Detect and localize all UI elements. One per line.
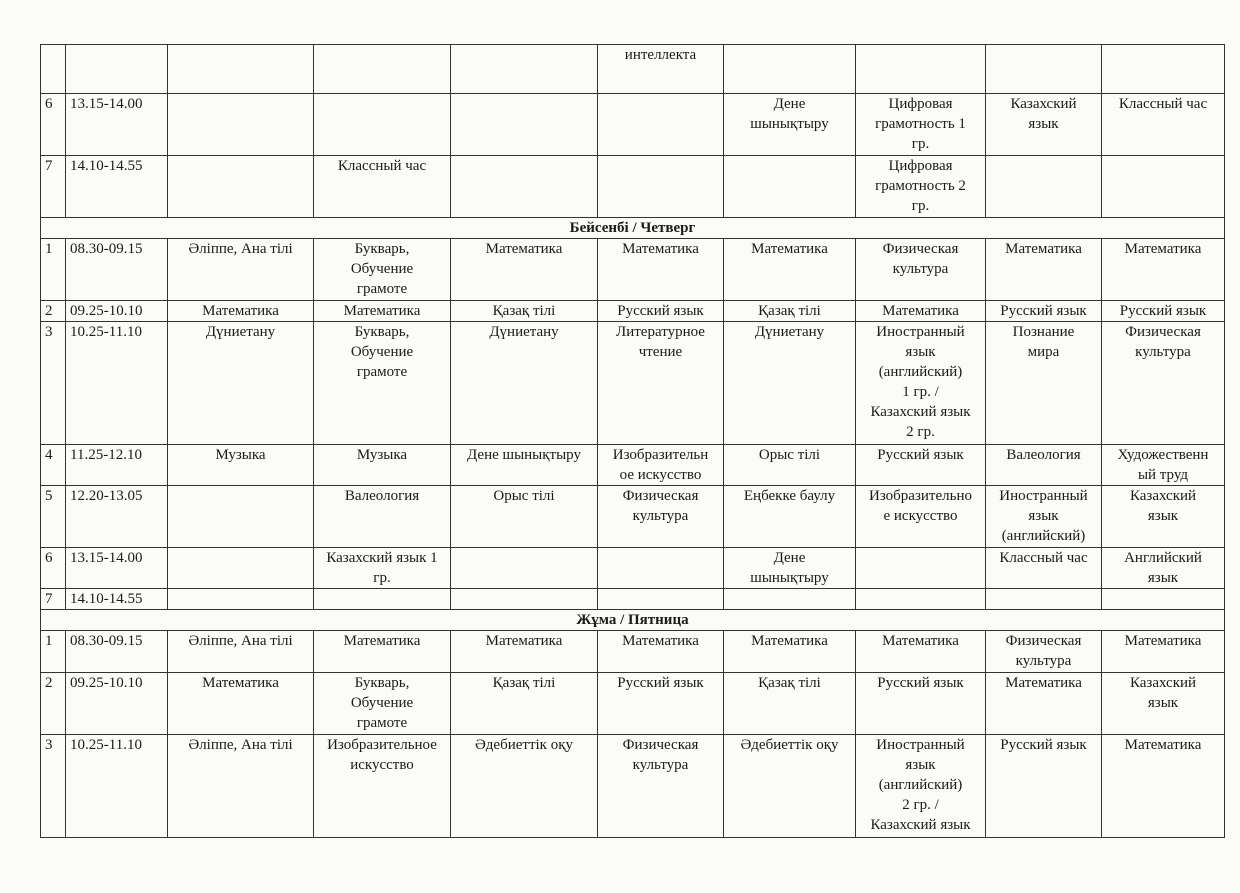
lesson-time: 13.15-14.00 — [66, 94, 168, 156]
subject-cell: Математика — [1102, 239, 1225, 301]
lesson-row — [41, 301, 1225, 322]
subject-cell — [724, 589, 856, 610]
lesson-number: 3 — [41, 322, 66, 445]
subject-cell: Әдебиеттік оқу — [724, 735, 856, 838]
subject-cell: Иностранный язык (английский) — [986, 486, 1102, 548]
lesson-row — [41, 631, 1225, 673]
subject-cell — [168, 45, 314, 94]
subject-cell: Русский язык — [986, 301, 1102, 322]
subject-cell — [314, 589, 451, 610]
subject-cell: Казахский язык 1 гр. — [314, 548, 451, 589]
lesson-time: 14.10-14.55 — [66, 156, 168, 218]
subject-cell — [168, 548, 314, 589]
subject-cell: Русский язык — [598, 673, 724, 735]
subject-cell: Математика — [451, 631, 598, 673]
subject-cell: Русский язык — [856, 445, 986, 486]
lesson-number: 2 — [41, 673, 66, 735]
schedule-table — [40, 44, 1225, 838]
lesson-row — [41, 94, 1225, 156]
subject-cell: интеллекта — [598, 45, 724, 94]
subject-cell: Русский язык — [598, 301, 724, 322]
subject-cell: Букварь, Обучение грамоте — [314, 322, 451, 445]
subject-cell — [986, 589, 1102, 610]
subject-cell — [598, 156, 724, 218]
subject-cell: Математика — [168, 301, 314, 322]
lesson-time: 09.25-10.10 — [66, 301, 168, 322]
subject-cell: Математика — [168, 673, 314, 735]
day-header-row — [41, 610, 1225, 631]
subject-cell — [856, 589, 986, 610]
subject-cell: Казахский язык — [1102, 486, 1225, 548]
subject-cell — [451, 156, 598, 218]
subject-cell: Әліппе, Ана тілі — [168, 239, 314, 301]
subject-cell: Қазақ тілі — [724, 301, 856, 322]
subject-cell: Қазақ тілі — [451, 673, 598, 735]
lesson-row — [41, 322, 1225, 445]
subject-cell: Физическая культура — [856, 239, 986, 301]
subject-cell: Еңбекке баулу — [724, 486, 856, 548]
subject-cell: Иностранный язык (английский) 1 гр. / Казахский язык 2 гр. — [856, 322, 986, 445]
subject-cell — [856, 548, 986, 589]
subject-cell: Қазақ тілі — [451, 301, 598, 322]
lesson-time: 14.10-14.55 — [66, 589, 168, 610]
lesson-row — [41, 445, 1225, 486]
lesson-time: 13.15-14.00 — [66, 548, 168, 589]
subject-cell: Математика — [314, 631, 451, 673]
subject-cell: Музыка — [314, 445, 451, 486]
subject-cell: Математика — [986, 239, 1102, 301]
subject-cell — [314, 94, 451, 156]
subject-cell: Цифровая грамотность 1 гр. — [856, 94, 986, 156]
lesson-row — [41, 45, 1225, 94]
subject-cell: Казахский язык — [1102, 673, 1225, 735]
lesson-row — [41, 156, 1225, 218]
subject-cell: Валеология — [314, 486, 451, 548]
subject-cell: Математика — [724, 239, 856, 301]
subject-cell: Английский язык — [1102, 548, 1225, 589]
subject-cell — [856, 45, 986, 94]
subject-cell: Математика — [598, 239, 724, 301]
lesson-number: 1 — [41, 239, 66, 301]
subject-cell — [724, 45, 856, 94]
subject-cell: Математика — [451, 239, 598, 301]
subject-cell: Казахский язык — [986, 94, 1102, 156]
subject-cell: Классный час — [314, 156, 451, 218]
subject-cell: Дүниетану — [168, 322, 314, 445]
subject-cell: Физическая культура — [598, 735, 724, 838]
lesson-row — [41, 486, 1225, 548]
lesson-time: 10.25-11.10 — [66, 735, 168, 838]
subject-cell: Дене шынықтыру — [451, 445, 598, 486]
subject-cell: Математика — [856, 301, 986, 322]
lesson-number: 1 — [41, 631, 66, 673]
lesson-time: 10.25-11.10 — [66, 322, 168, 445]
subject-cell: Математика — [856, 631, 986, 673]
subject-cell: Изобразительн ое искусство — [598, 445, 724, 486]
subject-cell: Математика — [1102, 631, 1225, 673]
lesson-number: 3 — [41, 735, 66, 838]
subject-cell — [724, 156, 856, 218]
lesson-number: 4 — [41, 445, 66, 486]
lesson-row — [41, 673, 1225, 735]
lesson-time: 08.30-09.15 — [66, 239, 168, 301]
subject-cell — [168, 589, 314, 610]
lesson-number: 6 — [41, 94, 66, 156]
subject-cell: Математика — [598, 631, 724, 673]
subject-cell: Изобразительное искусство — [314, 735, 451, 838]
subject-cell: Изобразительно е искусство — [856, 486, 986, 548]
subject-cell: Русский язык — [856, 673, 986, 735]
subject-cell: Букварь, Обучение грамоте — [314, 239, 451, 301]
subject-cell: Русский язык — [986, 735, 1102, 838]
subject-cell — [598, 94, 724, 156]
subject-cell: Математика — [724, 631, 856, 673]
subject-cell — [451, 45, 598, 94]
lesson-time: 09.25-10.10 — [66, 673, 168, 735]
lesson-time: 12.20-13.05 — [66, 486, 168, 548]
subject-cell — [598, 548, 724, 589]
lesson-number: 5 — [41, 486, 66, 548]
subject-cell: Дүниетану — [451, 322, 598, 445]
subject-cell: Дүниетану — [724, 322, 856, 445]
lesson-time — [66, 45, 168, 94]
subject-cell — [1102, 589, 1225, 610]
subject-cell: Литературное чтение — [598, 322, 724, 445]
subject-cell: Познание мира — [986, 322, 1102, 445]
subject-cell: Әліппе, Ана тілі — [168, 735, 314, 838]
day-header-row — [41, 218, 1225, 239]
subject-cell — [451, 589, 598, 610]
subject-cell: Физическая культура — [1102, 322, 1225, 445]
lesson-row — [41, 548, 1225, 589]
subject-cell — [168, 486, 314, 548]
subject-cell: Әдебиеттік оқу — [451, 735, 598, 838]
subject-cell — [168, 94, 314, 156]
subject-cell — [598, 589, 724, 610]
subject-cell — [314, 45, 451, 94]
subject-cell: Иностранный язык (английский) 2 гр. / Казахский язык — [856, 735, 986, 838]
lesson-number: 7 — [41, 589, 66, 610]
lesson-number: 2 — [41, 301, 66, 322]
subject-cell: Орыс тілі — [724, 445, 856, 486]
subject-cell: Музыка — [168, 445, 314, 486]
lesson-row — [41, 589, 1225, 610]
lesson-number: 6 — [41, 548, 66, 589]
subject-cell: Дене шынықтыру — [724, 548, 856, 589]
subject-cell: Цифровая грамотность 2 гр. — [856, 156, 986, 218]
subject-cell: Математика — [986, 673, 1102, 735]
subject-cell: Математика — [314, 301, 451, 322]
subject-cell: Физическая культура — [598, 486, 724, 548]
lesson-number: 7 — [41, 156, 66, 218]
subject-cell: Қазақ тілі — [724, 673, 856, 735]
subject-cell — [1102, 45, 1225, 94]
subject-cell: Математика — [1102, 735, 1225, 838]
subject-cell: Орыс тілі — [451, 486, 598, 548]
subject-cell: Классный час — [986, 548, 1102, 589]
subject-cell: Әліппе, Ана тілі — [168, 631, 314, 673]
subject-cell: Дене шынықтыру — [724, 94, 856, 156]
subject-cell — [986, 156, 1102, 218]
subject-cell: Валеология — [986, 445, 1102, 486]
subject-cell — [986, 45, 1102, 94]
subject-cell: Букварь, Обучение грамоте — [314, 673, 451, 735]
day-header: Жұма / Пятница — [41, 610, 1225, 631]
day-header: Бейсенбі / Четверг — [41, 218, 1225, 239]
lesson-number — [41, 45, 66, 94]
subject-cell: Физическая культура — [986, 631, 1102, 673]
lesson-time: 08.30-09.15 — [66, 631, 168, 673]
subject-cell: Русский язык — [1102, 301, 1225, 322]
subject-cell — [451, 548, 598, 589]
subject-cell — [168, 156, 314, 218]
lesson-row — [41, 239, 1225, 301]
lesson-row — [41, 735, 1225, 838]
lesson-time: 11.25-12.10 — [66, 445, 168, 486]
subject-cell: Художественн ый труд — [1102, 445, 1225, 486]
subject-cell — [451, 94, 598, 156]
subject-cell — [1102, 156, 1225, 218]
subject-cell: Классный час — [1102, 94, 1225, 156]
